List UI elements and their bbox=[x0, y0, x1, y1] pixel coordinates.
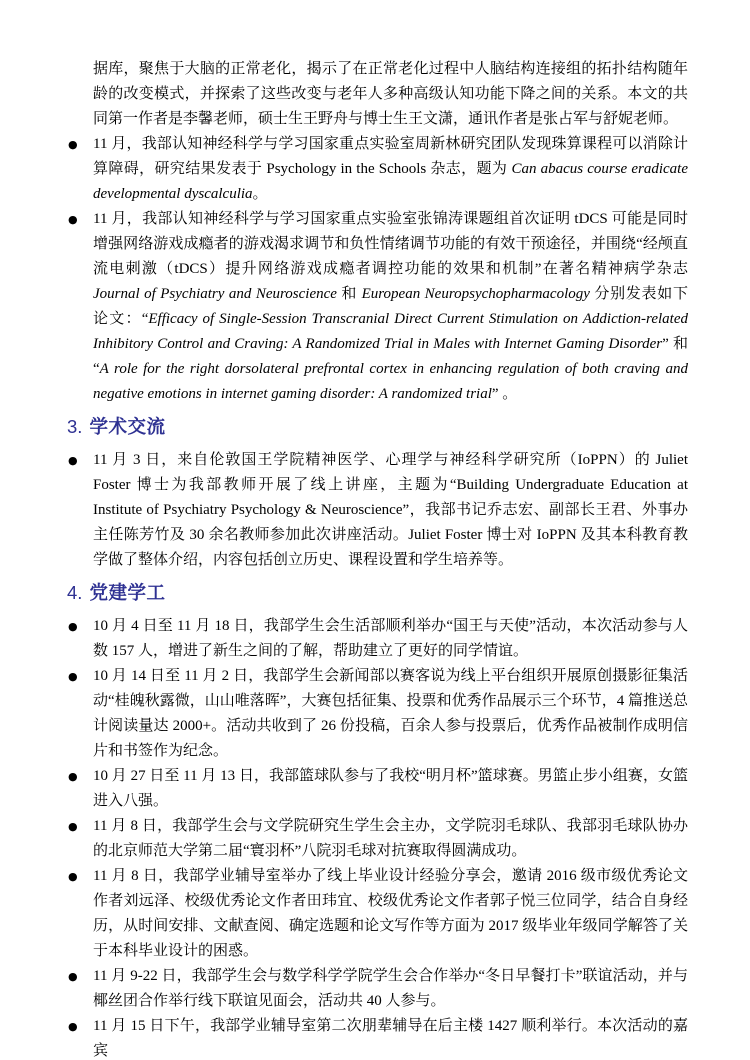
continuation-paragraph bbox=[67, 57, 688, 132]
bullet-item bbox=[67, 207, 688, 407]
italic-latin-text: Journal of Psychiatry and Neuroscience bbox=[93, 286, 337, 302]
bullet-item bbox=[67, 448, 688, 573]
italic-latin-text: A role for the right dorsolateral prefrontal cortex in enhancing regulation of both craving and negative emotions in internet gaming disorder: A randomized trial bbox=[93, 361, 688, 402]
paragraph-text: 11 月 3 日，来自伦敦国王学院精神医学、心理学与神经科学研究所（IoPPN）的 Juliet Foster 博士为我部教师开展了线上讲座，主题为“Building Undergraduate Education at Institute of Psychiatry Psychology & Neuroscience”，我部书记乔志宏、副部长王君、外事办主任陈芳竹及 30 余名教师参加此次讲座活动。Juliet Foster 博士对 IoPPN 及其本科教育教学做了整体介绍，内容包括创立历史、课程设置和学生培养等。 bbox=[93, 452, 688, 568]
bullet-item bbox=[67, 132, 688, 207]
section-heading-title: 学术交流 bbox=[89, 416, 166, 437]
bullet-icon: ● bbox=[68, 820, 78, 833]
bullet-item bbox=[67, 764, 688, 814]
italic-latin-text: Efficacy of Single-Session Transcranial Direct Current Stimulation on Addiction-related Inhibitory Control and Craving: A Randomized Trial in Males with Internet Gaming Disorder bbox=[93, 311, 688, 352]
paragraph-text: 11 月 15 日下午，我部学业辅导室第二次朋辈辅导在后主楼 1427 顺利举行。本次活动的嘉宾 bbox=[93, 1018, 688, 1059]
bullet-item bbox=[67, 1014, 688, 1060]
bullet-icon: ● bbox=[68, 138, 78, 151]
paragraph-text: 11 月 8 日，我部学业辅导室举办了线上毕业设计经验分享会，邀请 2016 级市级优秀论文作者刘远泽、校级优秀论文作者田玮宜、校级优秀论文作者郭子悦三位同学，结合自身经历，从时间安排、文献查阅、确定选题和论文写作等方面为 2017 级毕业年级同学解答了关于本科毕业设计的困惑。 bbox=[93, 868, 688, 959]
bullet-item bbox=[67, 864, 688, 964]
bullet-item bbox=[67, 964, 688, 1014]
paragraph-text: 11 月，我部认知神经科学与学习国家重点实验室张锦涛课题组首次证明 tDCS 可能是同时增强网络游戏成瘾者的游戏渴求调节和负性情绪调节功能的有效干预途径，并围绕“经颅直流电刺激（tDCS）提升网络游戏成瘾者调控功能的效果和机制”在著名精神病学杂志 Journal of Psychiatry and Neuroscience 和 European Neuropsychopharmacology 分别发表如下论文：“Efficacy of Single-Session Transcranial Direct Current Stimulation on Addiction-related Inhibitory Control and Craving: A Randomized Trial in Males with Internet Gaming Disorder” 和 “A role for the right dorsolateral prefrontal cortex in enhancing regulation of both craving and negative emotions in internet gaming disorder: A randomized trial” 。 bbox=[93, 211, 688, 402]
bullet-icon: ● bbox=[68, 1020, 78, 1033]
bullet-icon: ● bbox=[68, 454, 78, 467]
paragraph-text: 11 月 9-22 日，我部学生会与数学科学学院学生会合作举办“冬日早餐打卡”联谊活动，并与椰丝团合作举行线下联谊见面会，活动共 40 人参与。 bbox=[93, 968, 688, 1009]
bullet-icon: ● bbox=[68, 670, 78, 683]
bullet-item bbox=[67, 814, 688, 864]
bullet-icon: ● bbox=[68, 870, 78, 883]
bullet-icon: ● bbox=[68, 213, 78, 226]
bullet-item bbox=[67, 664, 688, 764]
section-heading-number: 3. bbox=[67, 416, 83, 437]
bullet-item bbox=[67, 614, 688, 664]
bullet-icon: ● bbox=[68, 970, 78, 983]
bullet-icon: ● bbox=[68, 770, 78, 783]
section-heading-number: 4. bbox=[67, 582, 83, 603]
section-heading-title: 党建学工 bbox=[89, 582, 166, 603]
section-heading-4 bbox=[67, 580, 688, 605]
paragraph-text: 11 月，我部认知神经科学与学习国家重点实验室周新林研究团队发现珠算课程可以消除计算障碍，研究结果发表于 Psychology in the Schools 杂志，题为 Can abacus course eradicate developmental dyscalculia。 bbox=[93, 136, 688, 202]
bullet-icon: ● bbox=[68, 620, 78, 633]
document-content bbox=[67, 57, 688, 1060]
paragraph-text: 10 月 14 日至 11 月 2 日，我部学生会新闻部以赛客说为线上平台组织开展原创摄影征集活动“桂魄秋露微，山山唯落晖”，大赛包括征集、投票和优秀作品展示三个环节，4 篇推送总计阅读量达 2000+。活动共收到了 26 份投稿，百余人参与投票后，优秀作品被制作成明信片和书签作为纪念。 bbox=[93, 668, 688, 759]
section-heading-3 bbox=[67, 414, 688, 439]
italic-latin-text: European Neuropsychopharmacology bbox=[361, 286, 590, 302]
paragraph-text: 10 月 4 日至 11 月 18 日，我部学生会生活部顺利举办“国王与天使”活动，本次活动参与人数 157 人，增进了新生之间的了解，帮助建立了更好的同学情谊。 bbox=[93, 618, 688, 659]
italic-latin-text: Can abacus course eradicate developmental dyscalculia bbox=[93, 161, 688, 202]
paragraph-text: 10 月 27 日至 11 月 13 日，我部篮球队参与了我校“明月杯”篮球赛。男篮止步小组赛，女篮进入八强。 bbox=[93, 768, 688, 809]
paragraph-text: 11 月 8 日，我部学生会与文学院研究生学生会主办，文学院羽毛球队、我部羽毛球队协办的北京师范大学第二届“寰羽杯”八院羽毛球对抗赛取得圆满成功。 bbox=[93, 818, 688, 859]
paragraph-text: 据库，聚焦于大脑的正常老化，揭示了在正常老化过程中人脑结构连接组的拓扑结构随年龄的改变模式，并探索了这些改变与老年人多种高级认知功能下降之间的关系。本文的共同第一作者是李馨老师，硕士生王野舟与博士生王文潇，通讯作者是张占军与舒妮老师。 bbox=[93, 61, 688, 127]
